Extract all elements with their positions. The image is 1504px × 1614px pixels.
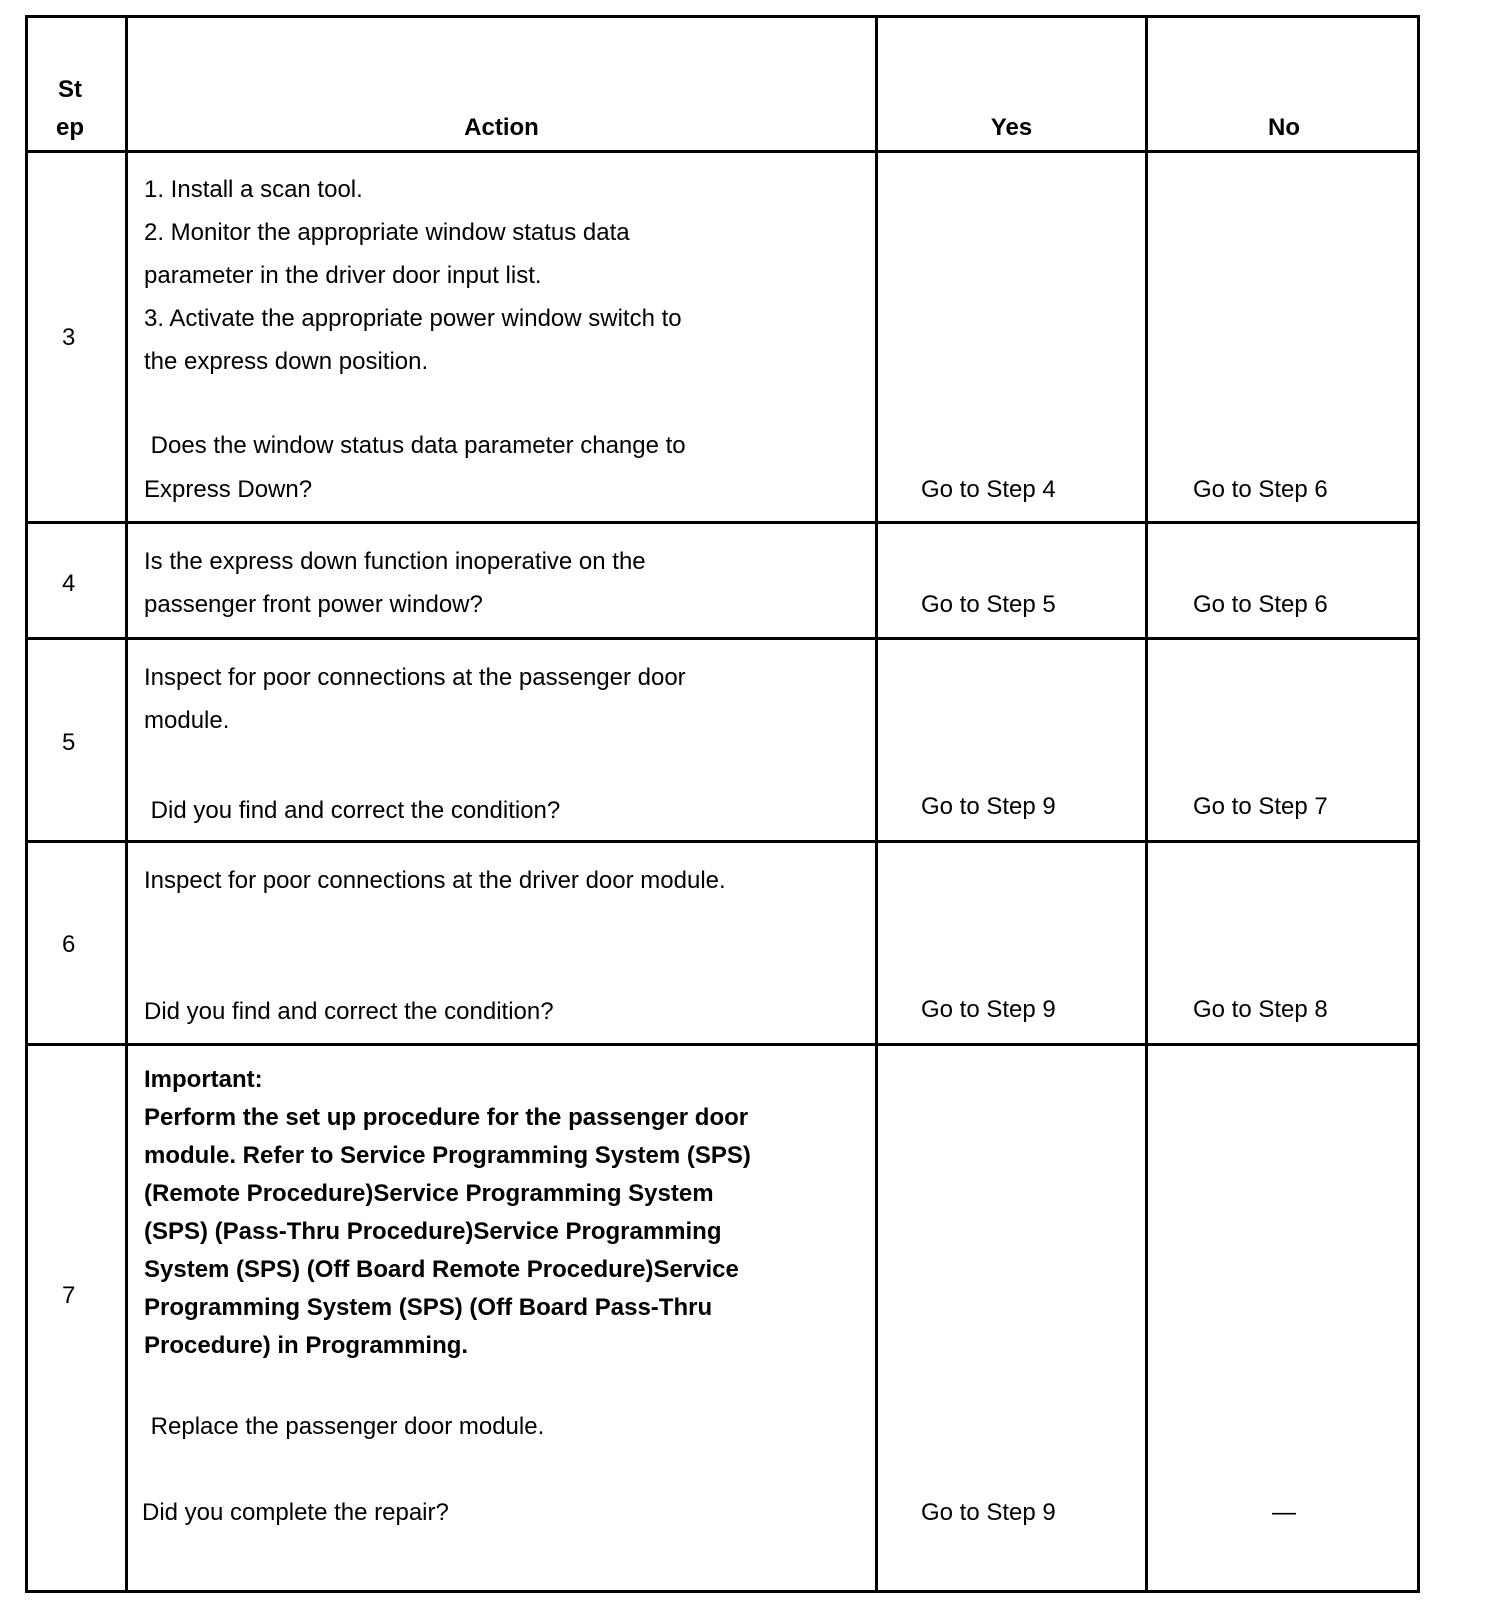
header-action: Action (464, 114, 539, 141)
step-number: 6 (62, 931, 76, 958)
important-line: (SPS) (Pass-Thru Procedure)Service Programming (144, 1218, 722, 1245)
action-line: Inspect for poor connections at the passenger door (144, 664, 686, 691)
no-result: Go to Step 6 (1193, 591, 1328, 618)
header-yes: Yes (990, 114, 1033, 141)
action-question: Did you find and correct the condition? (144, 998, 554, 1025)
action-line: the express down position. (144, 348, 429, 375)
important-heading: Important: (144, 1066, 263, 1093)
important-line: Programming System (SPS) (Off Board Pass-Thru (144, 1294, 713, 1321)
header-no: No (1268, 114, 1300, 141)
column-divider (125, 18, 128, 1590)
action-question: Express Down? (144, 476, 313, 503)
yes-result: Go to Step 4 (921, 476, 1056, 503)
action-line: module. (144, 707, 230, 734)
action-line: 1. Install a scan tool. (144, 176, 363, 203)
action-line: Replace the passenger door module. (144, 1413, 545, 1440)
column-divider (875, 18, 878, 1590)
action-line: Is the express down function inoperative on the (144, 548, 646, 575)
row-divider (28, 637, 1417, 640)
no-result: Go to Step 8 (1193, 996, 1328, 1023)
action-line: passenger front power window? (144, 591, 483, 618)
step-number: 4 (62, 570, 76, 597)
no-result: Go to Step 7 (1193, 793, 1328, 820)
yes-result: Go to Step 5 (921, 591, 1056, 618)
important-line: (Remote Procedure)Service Programming System (144, 1180, 714, 1207)
action-line: Inspect for poor connections at the driver door module. (144, 867, 726, 894)
step-number: 5 (62, 729, 76, 756)
yes-result: Go to Step 9 (921, 793, 1056, 820)
action-line: 2. Monitor the appropriate window status data (144, 219, 630, 246)
header-step-line2: ep (56, 114, 85, 141)
yes-result: Go to Step 9 (921, 996, 1056, 1023)
column-divider (1145, 18, 1148, 1590)
action-question: Does the window status data parameter change to (144, 432, 686, 459)
step-number: 3 (62, 324, 76, 351)
row-divider (28, 1043, 1417, 1046)
action-line: 3. Activate the appropriate power window switch to (144, 305, 682, 332)
action-line: parameter in the driver door input list. (144, 262, 542, 289)
yes-result: Go to Step 9 (921, 1499, 1056, 1526)
important-line: System (SPS) (Off Board Remote Procedure)Service (144, 1256, 739, 1283)
important-line: Perform the set up procedure for the passenger door (144, 1104, 749, 1131)
row-divider (28, 840, 1417, 843)
no-result: — (1272, 1499, 1296, 1526)
action-question: Did you find and correct the condition? (144, 797, 561, 824)
action-question: Did you complete the repair? (142, 1499, 449, 1526)
important-line: Procedure) in Programming. (144, 1332, 469, 1359)
no-result: Go to Step 6 (1193, 476, 1328, 503)
row-divider (28, 521, 1417, 524)
important-line: module. Refer to Service Programming System (SPS) (144, 1142, 751, 1169)
header-step-line1: St (58, 76, 82, 103)
step-number: 7 (62, 1282, 76, 1309)
diagnostic-table (25, 15, 1420, 1593)
row-divider (28, 150, 1417, 153)
